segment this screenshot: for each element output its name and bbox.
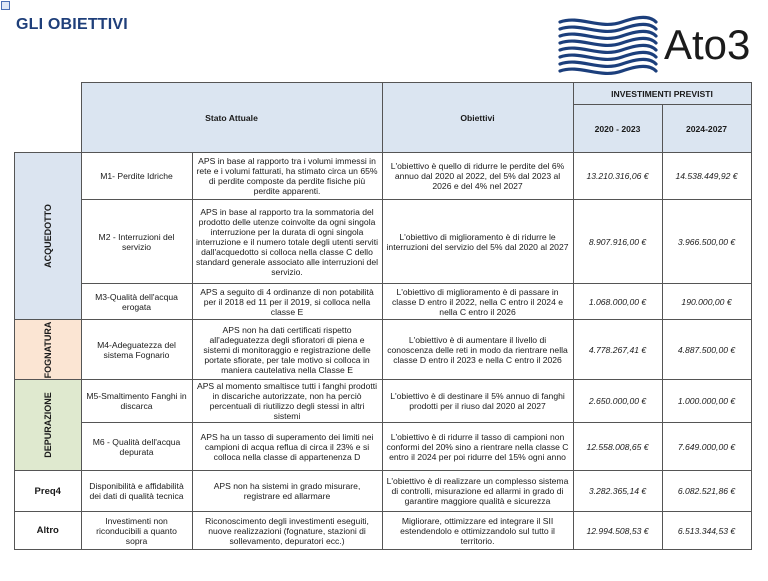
category-label: DEPURAZIONE xyxy=(42,392,53,458)
obiettivo-cell: L'obiettivo è di destinare il 5% annuo di fanghi prodotti per il riuso dal 2020 al 2027 xyxy=(382,380,573,423)
measure-code: Disponibilità e affidabilità dei dati di qualità tecnica xyxy=(81,471,192,512)
table-row xyxy=(15,284,752,320)
investment-2024-2027: 14.538.449,92 € xyxy=(662,153,751,200)
investment-2020-2023: 1.068.000,00 € xyxy=(573,284,662,320)
header-investimenti-previsti: INVESTIMENTI PREVISTI xyxy=(573,83,751,105)
investment-2024-2027: 1.000.000,00 € xyxy=(662,380,751,423)
measure-code: M4-Adeguatezza del sistema Fognario xyxy=(81,320,192,380)
obiettivo-cell: L'obiettivo è di ridurre il tasso di campioni non conformi del 20% sino a rientrare nella classe C entro il 2024 per poi ridurre del 15% ogni anno xyxy=(382,423,573,471)
stato-cell: APS non ha dati certificati rispetto all'adeguatezza degli sfioratori di piena e sistemi di monitoraggio e registrazione delle portate sfiorate, per tale motivo si colloca in maniera cautelativa nella Classe E xyxy=(192,320,382,380)
measure-code: M6 - Qualità dell'acqua depurata xyxy=(81,423,192,471)
obiettivo-cell: Migliorare, ottimizzare ed integrare il SII estendendolo e ottimizzandolo sul tutto il territorio. xyxy=(382,512,573,550)
table-row xyxy=(15,380,752,423)
table-row xyxy=(15,423,752,471)
category-label: Altro xyxy=(36,525,59,536)
header-obiettivi: Obiettivi xyxy=(382,83,573,153)
obiettivo-cell: L'obiettivo è quello di ridurre le perdite del 6% annuo dal 2020 al 2022, del 5% dal 2023 al 2026 e del 4% nel 2027 xyxy=(382,153,573,200)
header-period-2024-2027: 2024-2027 xyxy=(662,105,751,153)
category-label: ACQUEDOTTO xyxy=(42,204,53,268)
stato-cell: APS non ha sistemi in grado misurare, registrare ed allarmare xyxy=(192,471,382,512)
stato-cell: APS ha un tasso di superamento dei limiti nei campioni di acqua reflua di circa il 23% e si colloca nella classe di appartenenza D xyxy=(192,423,382,471)
page-title: GLI OBIETTIVI xyxy=(16,16,128,33)
category-label: FOGNATURA xyxy=(42,321,53,378)
table-row xyxy=(15,320,752,380)
broken-image-icon xyxy=(1,1,10,10)
wave-logo-icon xyxy=(556,12,660,84)
measure-code: Investimenti non riconducibili a quanto sopra xyxy=(81,512,192,550)
measure-code: M3-Qualità dell'acqua erogata xyxy=(81,284,192,320)
category-depurazione xyxy=(15,380,82,471)
investment-2024-2027: 6.082.521,86 € xyxy=(662,471,751,512)
investment-2024-2027: 7.649.000,00 € xyxy=(662,423,751,471)
investment-2024-2027: 190.000,00 € xyxy=(662,284,751,320)
investment-2020-2023: 4.778.267,41 € xyxy=(573,320,662,380)
investment-2020-2023: 13.210.316,06 € xyxy=(573,153,662,200)
investment-2020-2023: 12.558.008,65 € xyxy=(573,423,662,471)
stato-cell: APS in base al rapporto tra la sommatoria del prodotto delle utenze coinvolte da ogni singola interruzione per la durata di ogni singola interruzione e il numero totale degli utenti serviti dall'acquedotto si colloca nella classe C dello standard generale associato alle interruzioni del servizio. xyxy=(192,200,382,284)
table-row xyxy=(15,153,752,200)
objectives-table xyxy=(14,82,752,550)
measure-code: M1- Perdite Idriche xyxy=(81,153,192,200)
investment-2020-2023: 3.282.365,14 € xyxy=(573,471,662,512)
stato-cell: Riconoscimento degli investimenti eseguiti, nuove realizzazioni (fognature, stazioni di sollevamento, depuratori ecc.) xyxy=(192,512,382,550)
obiettivo-cell: L'obiettivo è di aumentare il livello di conoscenza delle reti in modo da rientrare nella classe D entro il 2023 e nella C entro il 2026 xyxy=(382,320,573,380)
investment-2020-2023: 2.650.000,00 € xyxy=(573,380,662,423)
header-stato-attuale: Stato Attuale xyxy=(81,83,382,153)
investment-2024-2027: 6.513.344,53 € xyxy=(662,512,751,550)
category-preq4 xyxy=(15,471,82,512)
measure-code: M5-Smaltimento Fanghi in discarca xyxy=(81,380,192,423)
category-fognatura xyxy=(15,320,82,380)
header-period-2020-2023: 2020 - 2023 xyxy=(573,105,662,153)
measure-code: M2 - Interruzioni del servizio xyxy=(81,200,192,284)
category-altro xyxy=(15,512,82,550)
header-empty-cell xyxy=(15,83,82,153)
stato-cell: APS al momento smaltisce tutti i fanghi prodotti in discariche autorizzate, non ha perciò percentuali di riutilizzo degli stessi in altri sistemi xyxy=(192,380,382,423)
investment-2024-2027: 4.887.500,00 € xyxy=(662,320,751,380)
table-row xyxy=(15,512,752,550)
logo-text: Ato3 xyxy=(664,21,751,68)
obiettivo-cell: L'obiettivo di miglioramento è di ridurre le interruzioni del servizio del 5% dal 2020 al 2027 xyxy=(382,200,573,284)
stato-cell: APS in base al rapporto tra i volumi immessi in rete e i volumi fatturati, ha stimato circa un 65% di perdite composte da perdite fisiche più perdite apparenti. xyxy=(192,153,382,200)
obiettivo-cell: L'obiettivo di miglioramento è di passare in classe D entro il 2022, nella C entro il 2024 e nella C entro il 2026 xyxy=(382,284,573,320)
investment-2024-2027: 3.966.500,00 € xyxy=(662,200,751,284)
obiettivo-cell: L'obiettivo è di realizzare un complesso sistema di controlli, misurazione ed allarmi in grado di garantire maggiore qualità e sicurezza xyxy=(382,471,573,512)
category-acquedotto xyxy=(15,153,82,320)
ato3-logo xyxy=(556,12,768,84)
table-row xyxy=(15,471,752,512)
investment-2020-2023: 12.994.508,53 € xyxy=(573,512,662,550)
table-row xyxy=(15,200,752,284)
stato-cell: APS a seguito di 4 ordinanze di non potabilità per il 2018 ed 11 per il 2019, si colloca nella classe E xyxy=(192,284,382,320)
investment-2020-2023: 8.907.916,00 € xyxy=(573,200,662,284)
category-label: Preq4 xyxy=(34,485,61,497)
